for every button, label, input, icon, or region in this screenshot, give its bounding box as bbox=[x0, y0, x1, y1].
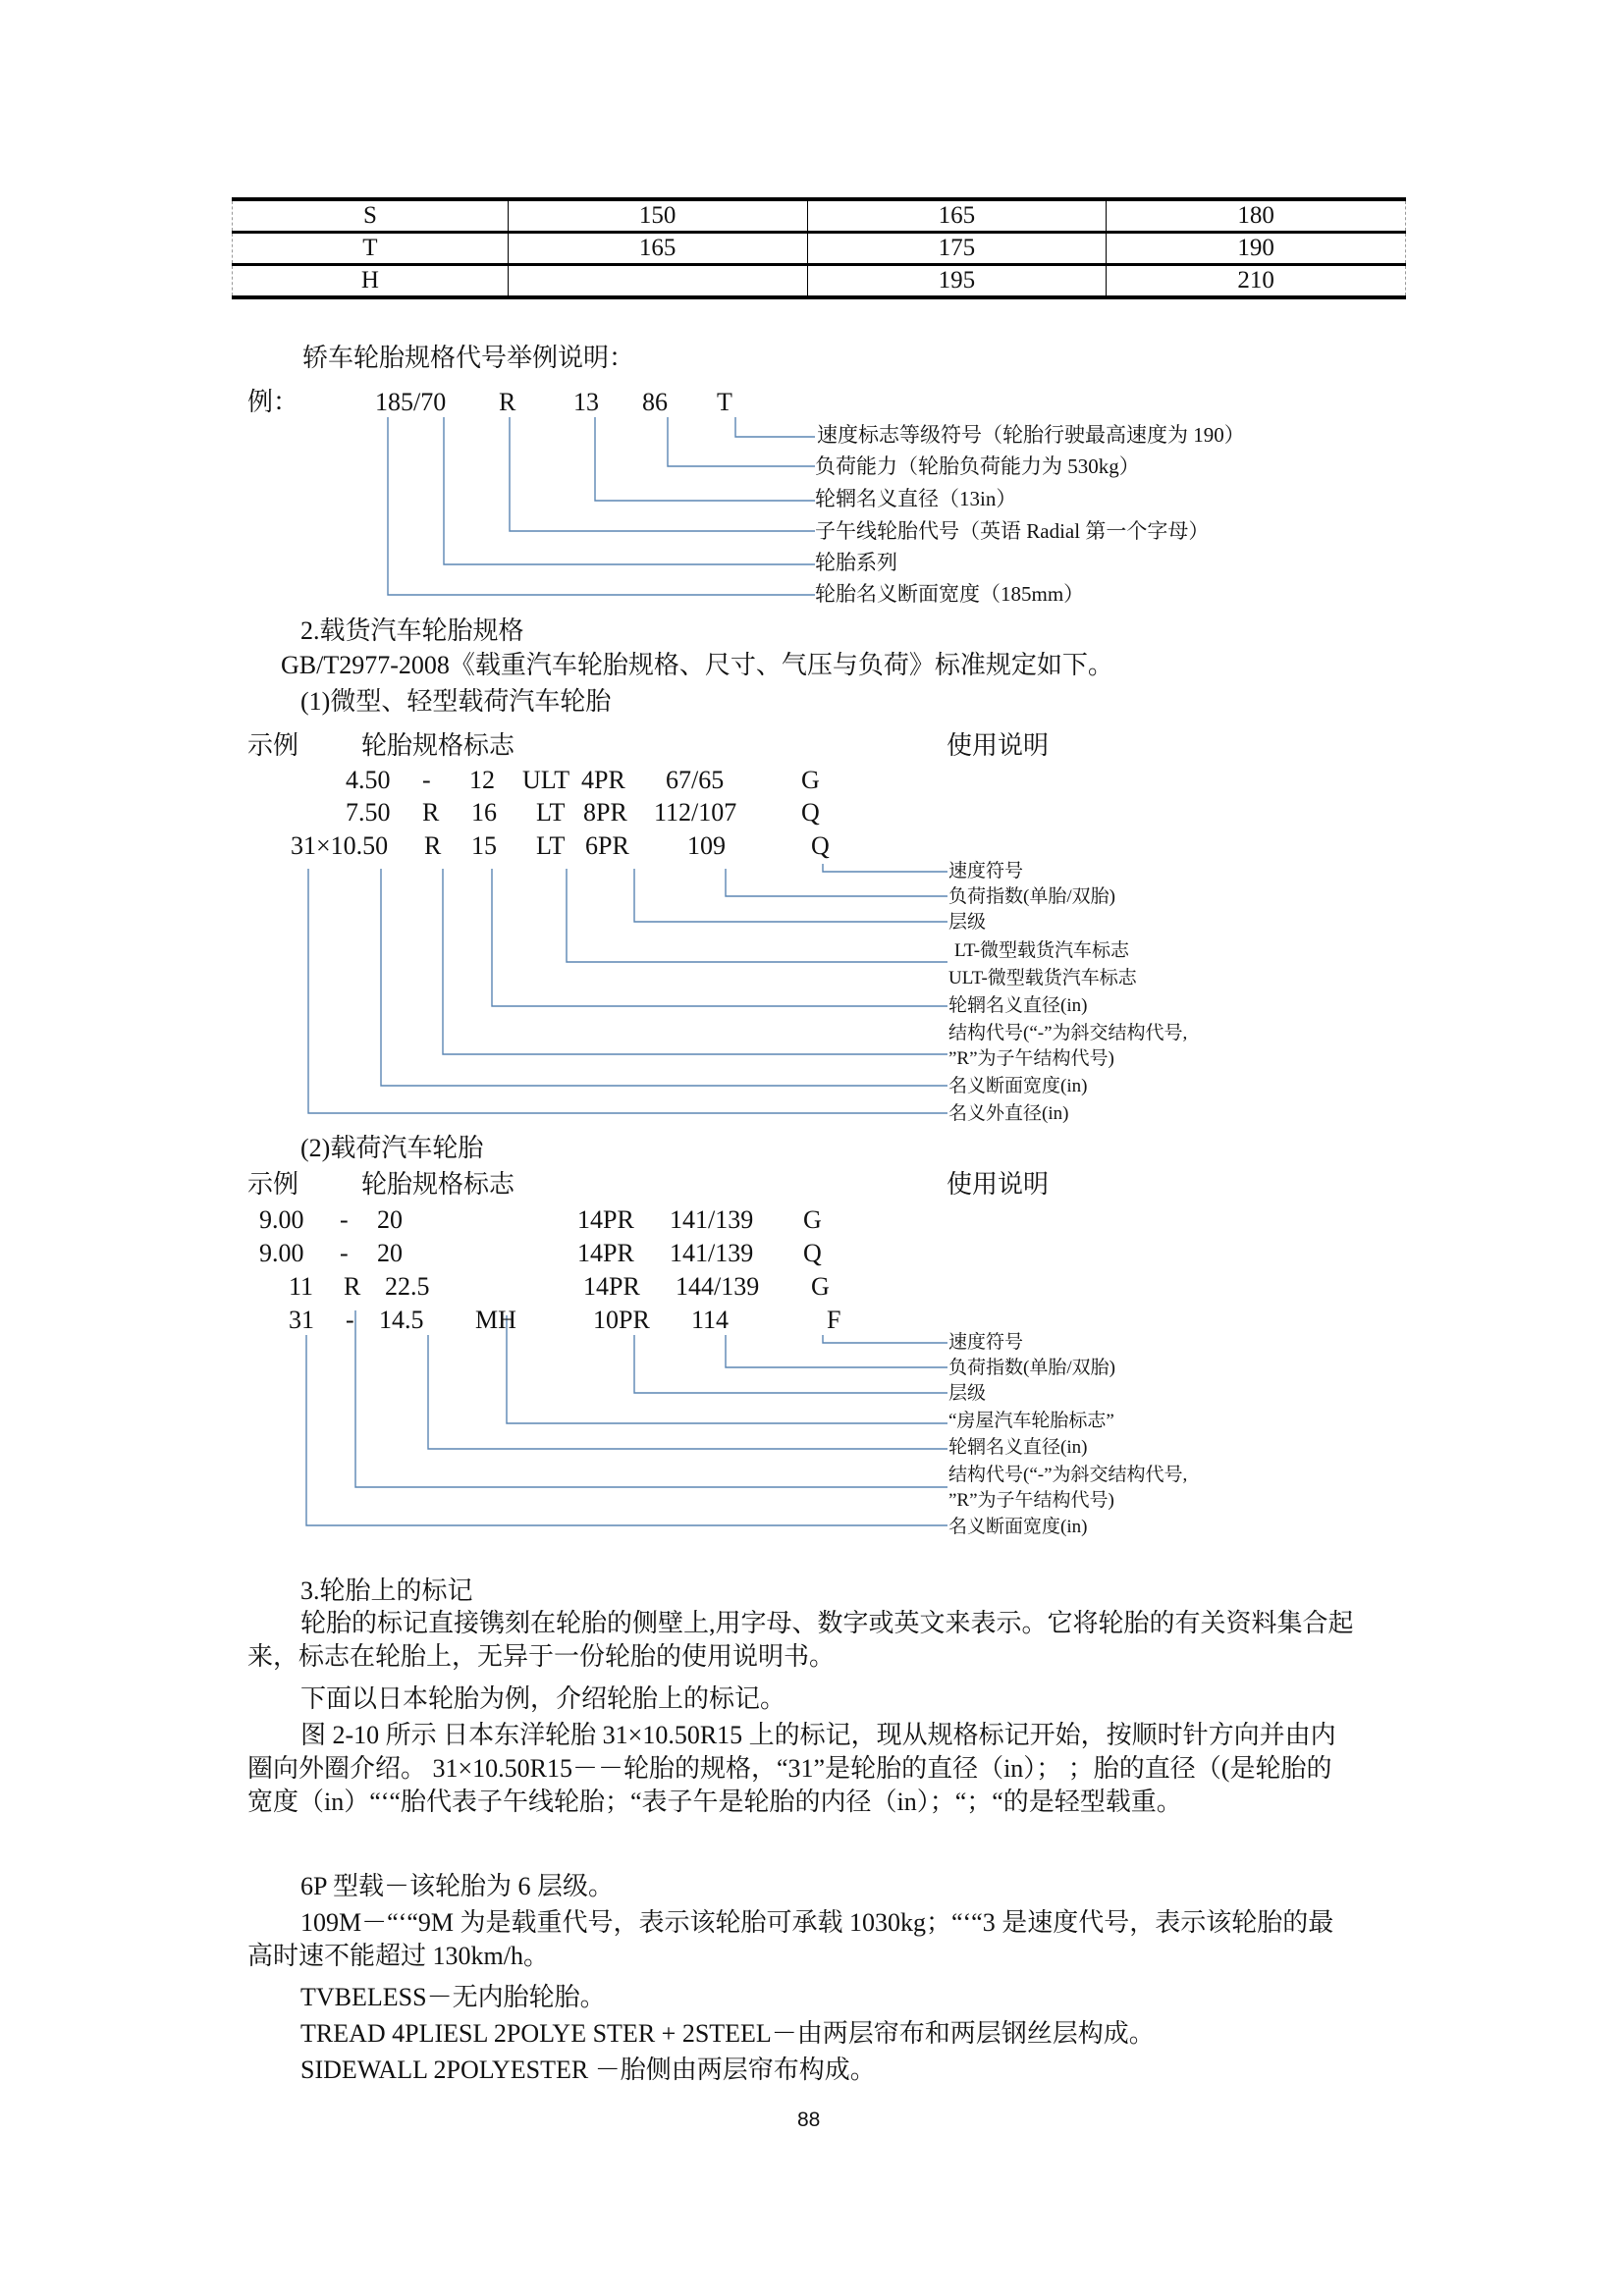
spec-cell: 109 bbox=[687, 831, 726, 860]
leader-line bbox=[306, 1335, 947, 1525]
explanation-item: 速度标志等级符号（轮胎行驶最高速度为 190） bbox=[817, 423, 1245, 447]
column-header-spec: 轮胎规格标志 bbox=[361, 731, 515, 760]
light-truck-heading: (1)微型、轻型载荷汽车轮胎 bbox=[300, 687, 612, 716]
standard-text: GB/T2977-2008《载重汽车轮胎规格、尺寸、气压与负荷》标准规定如下。 bbox=[281, 651, 1113, 679]
explanation-item: 层级 bbox=[948, 1383, 987, 1404]
spec-cell: - bbox=[422, 766, 431, 794]
explanation-item: LT-微型载货汽车标志 bbox=[954, 940, 1130, 961]
spec-cell: LT bbox=[536, 831, 566, 860]
spec-cell: 12 bbox=[469, 766, 495, 794]
table-cell: 165 bbox=[508, 233, 807, 265]
explanation-item: 结构代号(“-”为斜交结构代号, bbox=[948, 1023, 1188, 1043]
spec-cell: ULT bbox=[522, 766, 570, 794]
spec-cell: G bbox=[803, 1205, 822, 1234]
leader-line bbox=[668, 417, 815, 466]
leader-line bbox=[634, 1335, 947, 1393]
table-cell: S bbox=[233, 199, 509, 233]
spec-cell: 9.00 bbox=[259, 1239, 304, 1267]
paragraph-text: SIDEWALL 2POLYESTER －胎侧由两层帘布构成。 bbox=[300, 2056, 876, 2084]
leader-line bbox=[443, 869, 947, 1054]
truck-leader-lines bbox=[306, 1310, 947, 1525]
table-cell: H bbox=[233, 265, 509, 298]
explanation-item: 速度符号 bbox=[948, 1332, 1024, 1353]
spec-cell: 144/139 bbox=[676, 1272, 760, 1301]
paragraph-text: TREAD 4PLIESL 2POLYE STER + 2STEEL－由两层帘布和两层钢丝层构成。 bbox=[300, 2019, 1155, 2048]
spec-cell: 20 bbox=[377, 1239, 403, 1267]
spec-cell: MH bbox=[475, 1306, 516, 1334]
table-cell: 180 bbox=[1107, 199, 1406, 233]
table-cell bbox=[508, 265, 807, 298]
speed-rating-table bbox=[232, 197, 1406, 299]
table-row bbox=[233, 265, 1406, 298]
paragraph bbox=[247, 1981, 1357, 2014]
leader-line bbox=[428, 1335, 947, 1449]
spec-cell: 6PR bbox=[585, 831, 629, 860]
paragraph-text: 轮胎的标记直接镌刻在轮胎的侧壁上,用字母、数字或英文来表示。它将轮胎的有关资料集合起来，标志在轮胎上，无异于一份轮胎的使用说明书。 bbox=[247, 1609, 1354, 1671]
spec-cell: 14PR bbox=[577, 1239, 634, 1267]
code-structure: R bbox=[499, 388, 516, 416]
spec-cell: 20 bbox=[377, 1205, 403, 1234]
table-cell: 175 bbox=[807, 233, 1107, 265]
leader-line bbox=[823, 864, 947, 872]
paragraph-text: 下面以日本轮胎为例，介绍轮胎上的标记。 bbox=[300, 1684, 786, 1713]
spec-cell: 141/139 bbox=[670, 1239, 754, 1267]
table-row bbox=[233, 233, 1406, 265]
column-header-spec: 轮胎规格标志 bbox=[361, 1170, 515, 1199]
spec-cell: 141/139 bbox=[670, 1205, 754, 1234]
spec-cell: 4PR bbox=[581, 766, 625, 794]
code-rim: 13 bbox=[573, 388, 599, 416]
spec-cell: 8PR bbox=[583, 798, 627, 827]
spec-cell: 14PR bbox=[577, 1205, 634, 1234]
explanation-item: 名义断面宽度(in) bbox=[948, 1076, 1088, 1096]
table-cell: 210 bbox=[1107, 265, 1406, 298]
spec-cell: 22.5 bbox=[385, 1272, 430, 1301]
car-leader-lines bbox=[388, 417, 815, 595]
column-header-example: 示例 bbox=[247, 1170, 299, 1199]
table-cell: 195 bbox=[807, 265, 1107, 298]
explanation-item: ”R”为子午结构代号) bbox=[948, 1048, 1114, 1069]
spec-cell: 114 bbox=[691, 1306, 730, 1334]
spec-cell: G bbox=[801, 766, 820, 794]
explanation-item: 负荷指数(单胎/双胎) bbox=[948, 886, 1115, 907]
spec-cell: F bbox=[827, 1306, 841, 1334]
spec-cell: 67/65 bbox=[666, 766, 725, 794]
paragraph bbox=[247, 2017, 1357, 2051]
paragraph-text: 109M－“‘“9M 为是载重代号，表示该轮胎可承载 1030kg；“‘“3 是速度代号，表示该轮胎的最高时速不能超过 130km/h。 bbox=[247, 1908, 1334, 1970]
leader-line bbox=[381, 869, 947, 1086]
explanation-item: “房屋汽车轮胎标志” bbox=[948, 1411, 1114, 1431]
leader-line bbox=[823, 1335, 947, 1343]
truck-heading: (2)载荷汽车轮胎 bbox=[300, 1134, 484, 1162]
car-example-heading: 轿车轮胎规格代号举例说明： bbox=[302, 344, 635, 372]
section-2-heading: 2.载货汽车轮胎规格 bbox=[300, 616, 524, 645]
spec-cell: 112/107 bbox=[654, 798, 737, 827]
spec-cell: R bbox=[344, 1272, 361, 1301]
page-number: 88 bbox=[797, 2109, 821, 2131]
spec-cell: - bbox=[340, 1205, 349, 1234]
explanation-item: 轮胎系列 bbox=[815, 551, 897, 574]
explanation-item: ”R”为子午结构代号) bbox=[948, 1490, 1114, 1511]
explanation-item: 轮辋名义直径(in) bbox=[948, 1437, 1088, 1458]
paragraph bbox=[247, 1870, 1357, 1903]
spec-cell: Q bbox=[803, 1239, 822, 1267]
explanation-item: 层级 bbox=[948, 912, 987, 933]
spec-cell: 14.5 bbox=[379, 1306, 424, 1334]
explanation-item: 轮辋名义直径(in) bbox=[948, 995, 1088, 1016]
spec-cell: 7.50 bbox=[346, 798, 391, 827]
column-header-example: 示例 bbox=[247, 731, 299, 760]
spec-cell: - bbox=[340, 1239, 349, 1267]
explanation-item: 名义外直径(in) bbox=[948, 1103, 1069, 1124]
light-truck-leader-lines bbox=[308, 864, 947, 1113]
leader-line bbox=[567, 869, 947, 962]
leader-line bbox=[308, 869, 947, 1113]
explanation-item: 轮胎名义断面宽度（185mm） bbox=[815, 582, 1085, 606]
leader-line bbox=[726, 869, 947, 896]
explanation-item: 负荷能力（轮胎负荷能力为 530kg） bbox=[815, 454, 1140, 478]
spec-cell: Q bbox=[801, 798, 820, 827]
leader-line bbox=[634, 869, 947, 922]
paragraph bbox=[247, 1607, 1357, 1674]
spec-cell: 16 bbox=[471, 798, 497, 827]
spec-cell: R bbox=[422, 798, 440, 827]
explanation-item: 结构代号(“-”为斜交结构代号, bbox=[948, 1465, 1188, 1485]
column-header-usage: 使用说明 bbox=[947, 1170, 1050, 1199]
explanation-item: 名义断面宽度(in) bbox=[948, 1517, 1088, 1537]
spec-cell: 15 bbox=[471, 831, 497, 860]
paragraph bbox=[247, 2054, 1357, 2087]
code-load: 86 bbox=[642, 388, 668, 416]
leader-line bbox=[388, 417, 815, 595]
paragraph-text: TVBELESS－无内胎轮胎。 bbox=[300, 1983, 606, 2011]
table-row bbox=[233, 199, 1406, 233]
paragraph-text: 6P 型载－该轮胎为 6 层级。 bbox=[300, 1872, 614, 1900]
table-cell: 165 bbox=[807, 199, 1107, 233]
spec-cell: G bbox=[811, 1272, 830, 1301]
leader-line bbox=[355, 1310, 947, 1487]
spec-cell: LT bbox=[536, 798, 566, 827]
table-cell: 150 bbox=[508, 199, 807, 233]
spec-cell: 9.00 bbox=[259, 1205, 304, 1234]
spec-cell: 14PR bbox=[583, 1272, 640, 1301]
spec-cell: 31 bbox=[289, 1306, 314, 1334]
leader-line bbox=[492, 869, 947, 1006]
paragraph bbox=[247, 1906, 1357, 1973]
example-label: 例： bbox=[247, 388, 299, 416]
leader-line bbox=[510, 417, 815, 531]
explanation-item: 速度符号 bbox=[948, 861, 1024, 881]
spec-cell: R bbox=[424, 831, 442, 860]
leader-line bbox=[595, 417, 815, 501]
spec-cell: 11 bbox=[289, 1272, 314, 1301]
paragraph bbox=[247, 1682, 1357, 1716]
explanation-item: 负荷指数(单胎/双胎) bbox=[948, 1358, 1115, 1378]
explanation-item: ULT-微型载货汽车标志 bbox=[948, 968, 1137, 988]
explanation-item: 轮辋名义直径（13in） bbox=[815, 487, 1017, 510]
spec-cell: 4.50 bbox=[346, 766, 391, 794]
code-speed: T bbox=[717, 388, 732, 416]
leader-line bbox=[726, 1335, 947, 1367]
explanation-item: 子午线轮胎代号（英语 Radial 第一个字母） bbox=[815, 519, 1210, 543]
spec-cell: - bbox=[346, 1306, 354, 1334]
spec-cell: 10PR bbox=[593, 1306, 650, 1334]
table-cell: 190 bbox=[1107, 233, 1406, 265]
leader-line bbox=[735, 417, 815, 437]
spec-cell: Q bbox=[811, 831, 830, 860]
spec-cell: 31×10.50 bbox=[291, 831, 389, 860]
paragraph-text: 图 2-10 所示 日本东洋轮胎 31×10.50R15 上的标记，现从规格标记开始，按顺时针方向并由内圈向外圈介绍。 31×10.50R15－－轮胎的规格，“31”是轮胎的直径（in）； ；胎的直径（(是轮胎的宽度（in）“‘“胎代表子午线轮胎；“表子午是轮胎的内径（in）；“；“的是轻型载重。 bbox=[247, 1721, 1336, 1816]
code-width: 185/70 bbox=[375, 388, 447, 416]
leader-line bbox=[444, 417, 815, 564]
section-3-heading: 3.轮胎上的标记 bbox=[300, 1576, 473, 1605]
column-header-usage: 使用说明 bbox=[947, 731, 1050, 760]
paragraph bbox=[247, 1719, 1357, 1819]
table-cell: T bbox=[233, 233, 509, 265]
